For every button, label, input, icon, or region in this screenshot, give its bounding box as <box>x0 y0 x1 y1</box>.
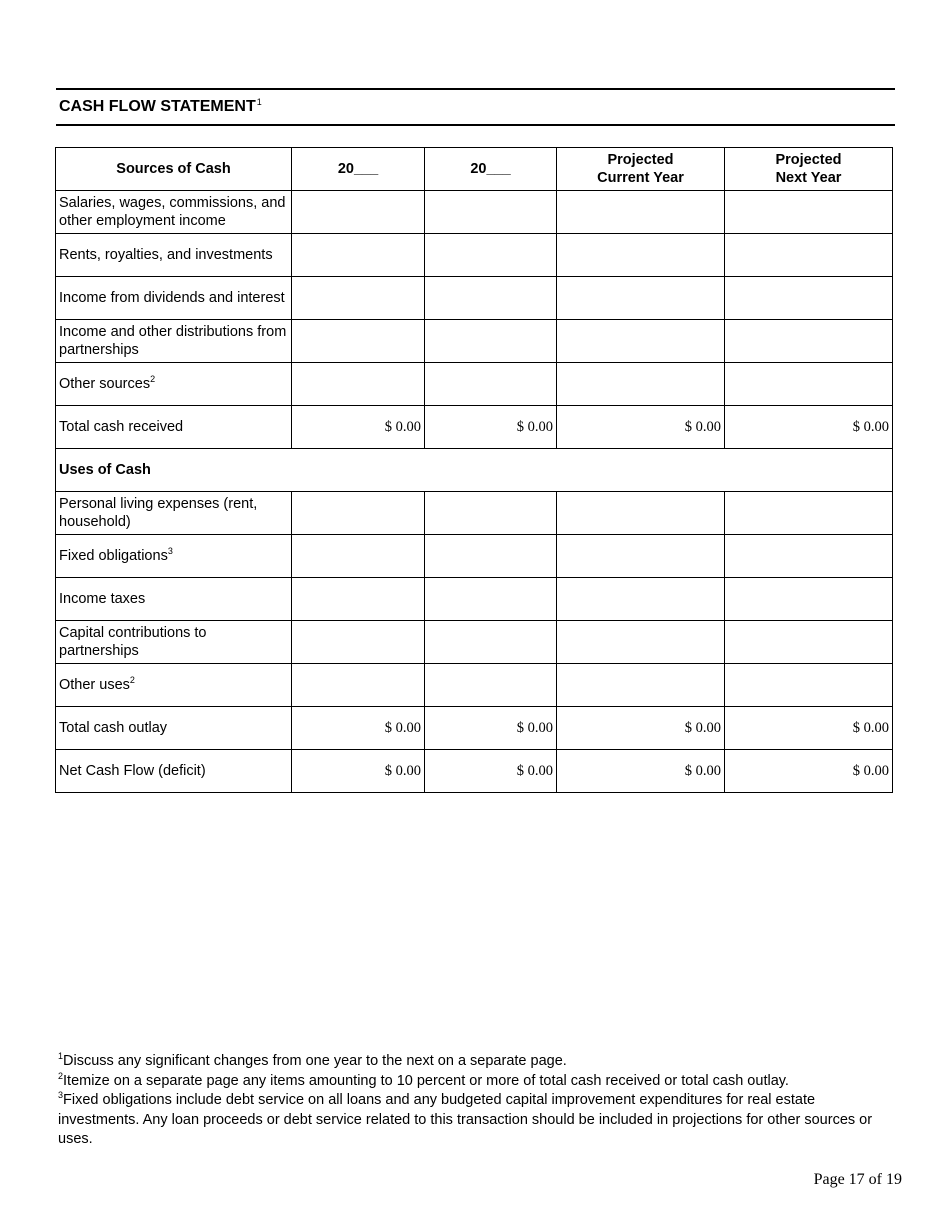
table-row <box>56 277 893 320</box>
input-cell[interactable] <box>425 535 557 578</box>
input-cell[interactable] <box>557 664 725 707</box>
input-cell[interactable] <box>425 621 557 664</box>
row-label <box>56 664 292 707</box>
input-cell[interactable] <box>725 621 893 664</box>
row-label-text: Fixed obligations <box>59 548 168 564</box>
input-cell[interactable] <box>725 492 893 535</box>
input-cell[interactable] <box>557 363 725 406</box>
input-cell[interactable] <box>292 664 425 707</box>
input-cell[interactable] <box>725 363 893 406</box>
table-row <box>56 191 893 234</box>
input-cell[interactable] <box>292 191 425 234</box>
input-cell[interactable] <box>557 234 725 277</box>
input-cell[interactable] <box>557 535 725 578</box>
row-label: Personal living expenses (rent, household) <box>56 492 292 535</box>
row-label: Income from dividends and interest <box>56 277 292 320</box>
row-label-text: Other sources <box>59 376 151 392</box>
net-cash-flow-value: $ 0.00 <box>725 750 893 793</box>
input-cell[interactable] <box>425 664 557 707</box>
input-cell[interactable] <box>292 363 425 406</box>
input-cell[interactable] <box>557 492 725 535</box>
footnote-number: 3 <box>58 1090 64 1100</box>
title-bar <box>56 88 895 126</box>
net-cash-flow-row <box>56 750 893 793</box>
table-row <box>56 320 893 363</box>
input-cell[interactable] <box>557 277 725 320</box>
input-cell[interactable] <box>425 492 557 535</box>
total-outlay-value: $ 0.00 <box>292 707 425 750</box>
input-cell[interactable] <box>292 578 425 621</box>
input-cell[interactable] <box>725 535 893 578</box>
row-label: Total cash outlay <box>56 707 292 750</box>
total-received-value: $ 0.00 <box>557 406 725 449</box>
footnote-ref: 2 <box>150 374 156 384</box>
input-cell[interactable] <box>557 621 725 664</box>
input-cell[interactable] <box>725 664 893 707</box>
input-cell[interactable] <box>425 320 557 363</box>
input-cell[interactable] <box>292 621 425 664</box>
total-outlay-value: $ 0.00 <box>425 707 557 750</box>
input-cell[interactable] <box>557 578 725 621</box>
table-header-row <box>56 148 893 191</box>
input-cell[interactable] <box>425 234 557 277</box>
col-header-projected-current <box>557 148 725 191</box>
row-label-text: Other uses <box>59 677 130 693</box>
table-row <box>56 621 893 664</box>
net-cash-flow-value: $ 0.00 <box>557 750 725 793</box>
row-label: Income and other distributions from partnerships <box>56 320 292 363</box>
table-row <box>56 664 893 707</box>
total-outlay-value: $ 0.00 <box>725 707 893 750</box>
net-cash-flow-value: $ 0.00 <box>292 750 425 793</box>
col-header-year2: 20___ <box>425 148 557 191</box>
total-received-value: $ 0.00 <box>725 406 893 449</box>
total-outlay-value: $ 0.00 <box>557 707 725 750</box>
table-row <box>56 234 893 277</box>
input-cell[interactable] <box>557 191 725 234</box>
col-header-sources: Sources of Cash <box>56 148 292 191</box>
cash-flow-table <box>55 147 893 793</box>
table-row <box>56 492 893 535</box>
footnote <box>58 1052 888 1072</box>
input-cell[interactable] <box>292 234 425 277</box>
row-label: Capital contributions to partnerships <box>56 621 292 664</box>
input-cell[interactable] <box>557 320 725 363</box>
input-cell[interactable] <box>425 277 557 320</box>
input-cell[interactable] <box>725 277 893 320</box>
total-outlay-row <box>56 707 893 750</box>
footnote-number: 1 <box>58 1051 64 1061</box>
col-header-projected-next-line1: Projected <box>775 152 842 168</box>
col-header-projected-current-line1: Projected <box>607 152 674 168</box>
input-cell[interactable] <box>292 492 425 535</box>
row-label: Salaries, wages, commissions, and other employment income <box>56 191 292 234</box>
total-received-value: $ 0.00 <box>425 406 557 449</box>
title-footnote-ref: 1 <box>256 97 262 107</box>
footnote-ref: 2 <box>129 675 135 685</box>
input-cell[interactable] <box>725 320 893 363</box>
footnote <box>58 1072 888 1092</box>
table-row <box>56 363 893 406</box>
input-cell[interactable] <box>292 535 425 578</box>
input-cell[interactable] <box>425 578 557 621</box>
footnote <box>58 1091 888 1150</box>
input-cell[interactable] <box>425 191 557 234</box>
row-label <box>56 535 292 578</box>
table-row <box>56 535 893 578</box>
page-title <box>59 97 262 116</box>
input-cell[interactable] <box>725 578 893 621</box>
col-header-year1: 20___ <box>292 148 425 191</box>
footnotes <box>58 1052 888 1150</box>
row-label: Income taxes <box>56 578 292 621</box>
row-label <box>56 363 292 406</box>
col-header-projected-next-line2: Next Year <box>775 170 842 186</box>
footnote-number: 2 <box>58 1070 64 1081</box>
footnote-ref: 3 <box>167 546 173 556</box>
input-cell[interactable] <box>292 320 425 363</box>
row-label: Rents, royalties, and investments <box>56 234 292 277</box>
uses-heading-row <box>56 449 893 492</box>
footnote-text: Fixed obligations include debt service on all loans and any budgeted capital improvement expenditures for real estate investments. Any loan proceeds or debt service related to this transaction should be included in projections for other sources or uses. <box>58 1092 873 1147</box>
col-header-projected-current-line2: Current Year <box>597 170 684 186</box>
footnote-text: Itemize on a separate page any items amounting to 10 percent or more of total cash received or total cash outlay. <box>63 1072 789 1089</box>
total-received-row <box>56 406 893 449</box>
row-label: Net Cash Flow (deficit) <box>56 750 292 793</box>
page-number: Page 17 of 19 <box>813 1171 902 1188</box>
net-cash-flow-value: $ 0.00 <box>425 750 557 793</box>
page-title-text: CASH FLOW STATEMENT <box>59 98 256 115</box>
col-header-projected-next <box>725 148 893 191</box>
row-label: Total cash received <box>56 406 292 449</box>
input-cell[interactable] <box>292 277 425 320</box>
total-received-value: $ 0.00 <box>292 406 425 449</box>
input-cell[interactable] <box>725 234 893 277</box>
input-cell[interactable] <box>725 191 893 234</box>
uses-of-cash-heading: Uses of Cash <box>56 449 893 492</box>
footnote-text: Discuss any significant changes from one year to the next on a separate page. <box>63 1053 567 1069</box>
input-cell[interactable] <box>425 363 557 406</box>
table-row <box>56 578 893 621</box>
